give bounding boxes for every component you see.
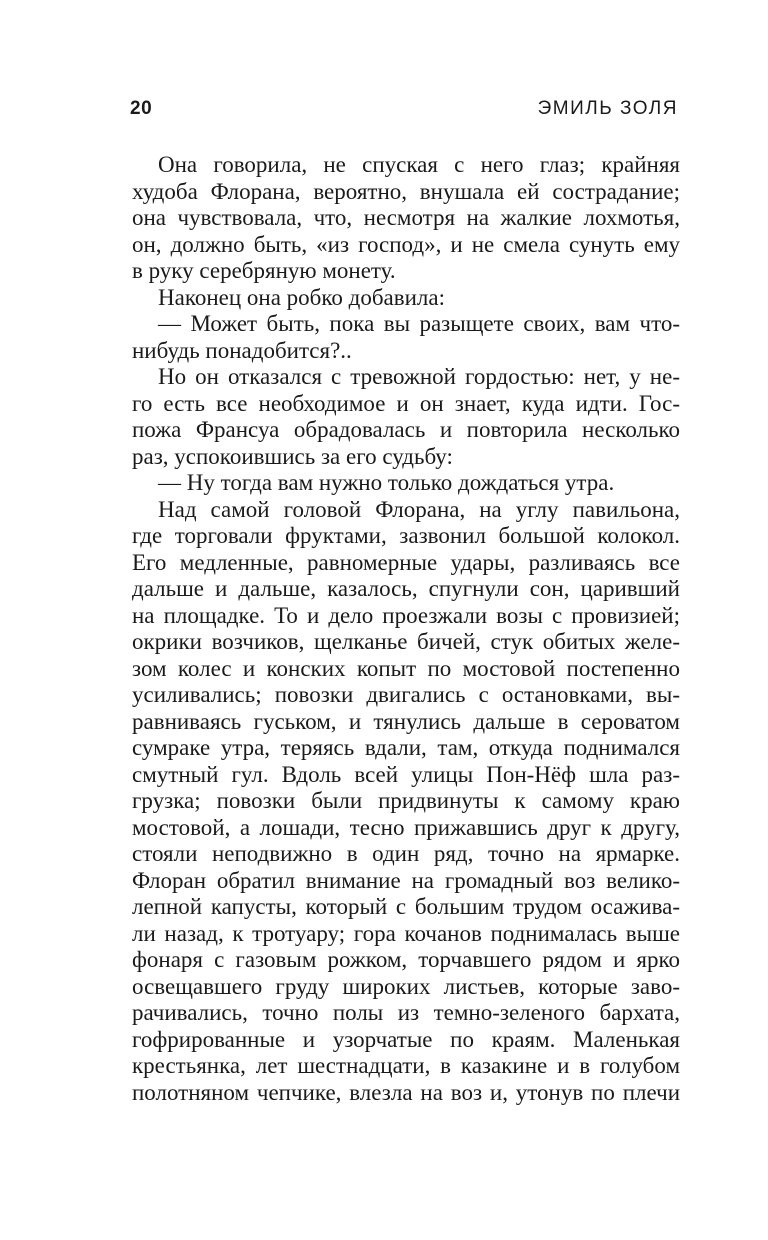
text-line: равниваясь гуськом, и тянулись дальше в сероватом — [132, 708, 680, 734]
text-line: освещавшего груду широких листьев, которые заво- — [132, 973, 680, 999]
text-line: зом колес и конских копыт по мостовой постепенно — [132, 655, 680, 681]
text-line: Его медленные, равномерные удары, разливаясь все — [132, 549, 680, 575]
text-line: Она говорила, не спуская с него глаз; крайняя — [158, 152, 680, 177]
text-line: нибудь понадобится?.. — [132, 337, 352, 363]
text-line: он, должно быть, «из господ», и не смела сунуть ему — [132, 231, 680, 257]
text-line: смутный гул. Вдоль всей улицы Пон-Нёф шла раз- — [132, 761, 680, 787]
text-line: окрики возчиков, щелканье бичей, стук обитых желе- — [132, 629, 680, 654]
text-line: сумраке утра, теряясь вдали, там, откуда поднимался — [132, 735, 680, 760]
text-line: где торговали фруктами, зазвонил большой колокол. — [132, 523, 680, 548]
text-line: ли назад, к тротуару; гора кочанов поднималась выше — [132, 920, 680, 946]
text-line: худоба Флорана, вероятно, внушала ей сострадание; — [132, 178, 680, 204]
text-line: лепной капусты, который с большим трудом осажива- — [132, 894, 680, 919]
text-line: она чувствовала, что, несмотря на жалкие лохмотья, — [132, 205, 680, 230]
text-line: дальше и дальше, казалось, спугнули сон, царивший — [132, 576, 680, 601]
text-line: крестьянка, лет шестнадцати, в казакине и в голубом — [132, 1053, 680, 1078]
text-line: — Может быть, пока вы разыщете своих, вам что- — [158, 311, 680, 336]
text-line: мостовой, а лошади, тесно прижавшись друг к другу, — [132, 814, 680, 840]
text-line: Флоран обратил внимание на громадный воз велико- — [132, 867, 680, 893]
page-number: 20 — [130, 98, 153, 119]
running-head-author: ЭМИЛЬ ЗОЛЯ — [537, 98, 678, 119]
text-line: фонаря с газовым рожком, торчавшего рядом и ярко — [132, 947, 680, 972]
text-line: рачивались, точно полы из темно-зеленого бархата, — [132, 1000, 680, 1025]
text-line: Над самой головой Флорана, на углу павильона, — [158, 496, 680, 522]
text-line: полотняном чепчике, влезла на воз и, утонув по плечи — [132, 1079, 680, 1105]
text-line: го есть все необходимое и он знает, куда идти. Гос- — [132, 390, 680, 416]
text-line: грузка; повозки были придвинуты к самому краю — [132, 788, 680, 813]
text-line: гофрированные и узорчатые по краям. Маленькая — [132, 1026, 680, 1052]
body-text — [132, 152, 680, 1106]
text-line: раз, успокоившись за его судьбу: — [132, 443, 453, 469]
text-line: в руку серебряную монету. — [132, 258, 396, 283]
text-line: пожа Франсуа обрадовалась и повторила несколько — [132, 417, 680, 442]
text-line: — Ну тогда вам нужно только дождаться утра. — [158, 470, 615, 495]
text-line: стояли неподвижно в один ряд, точно на ярмарке. — [132, 841, 680, 866]
text-line: Наконец она робко добавила: — [158, 284, 445, 310]
text-line: Но он отказался с тревожной гордостью: нет, у не- — [158, 364, 680, 389]
text-line: на площадке. То и дело проезжали возы с провизией; — [132, 602, 680, 628]
text-line: усиливались; повозки двигались с остановками, вы- — [132, 682, 680, 707]
